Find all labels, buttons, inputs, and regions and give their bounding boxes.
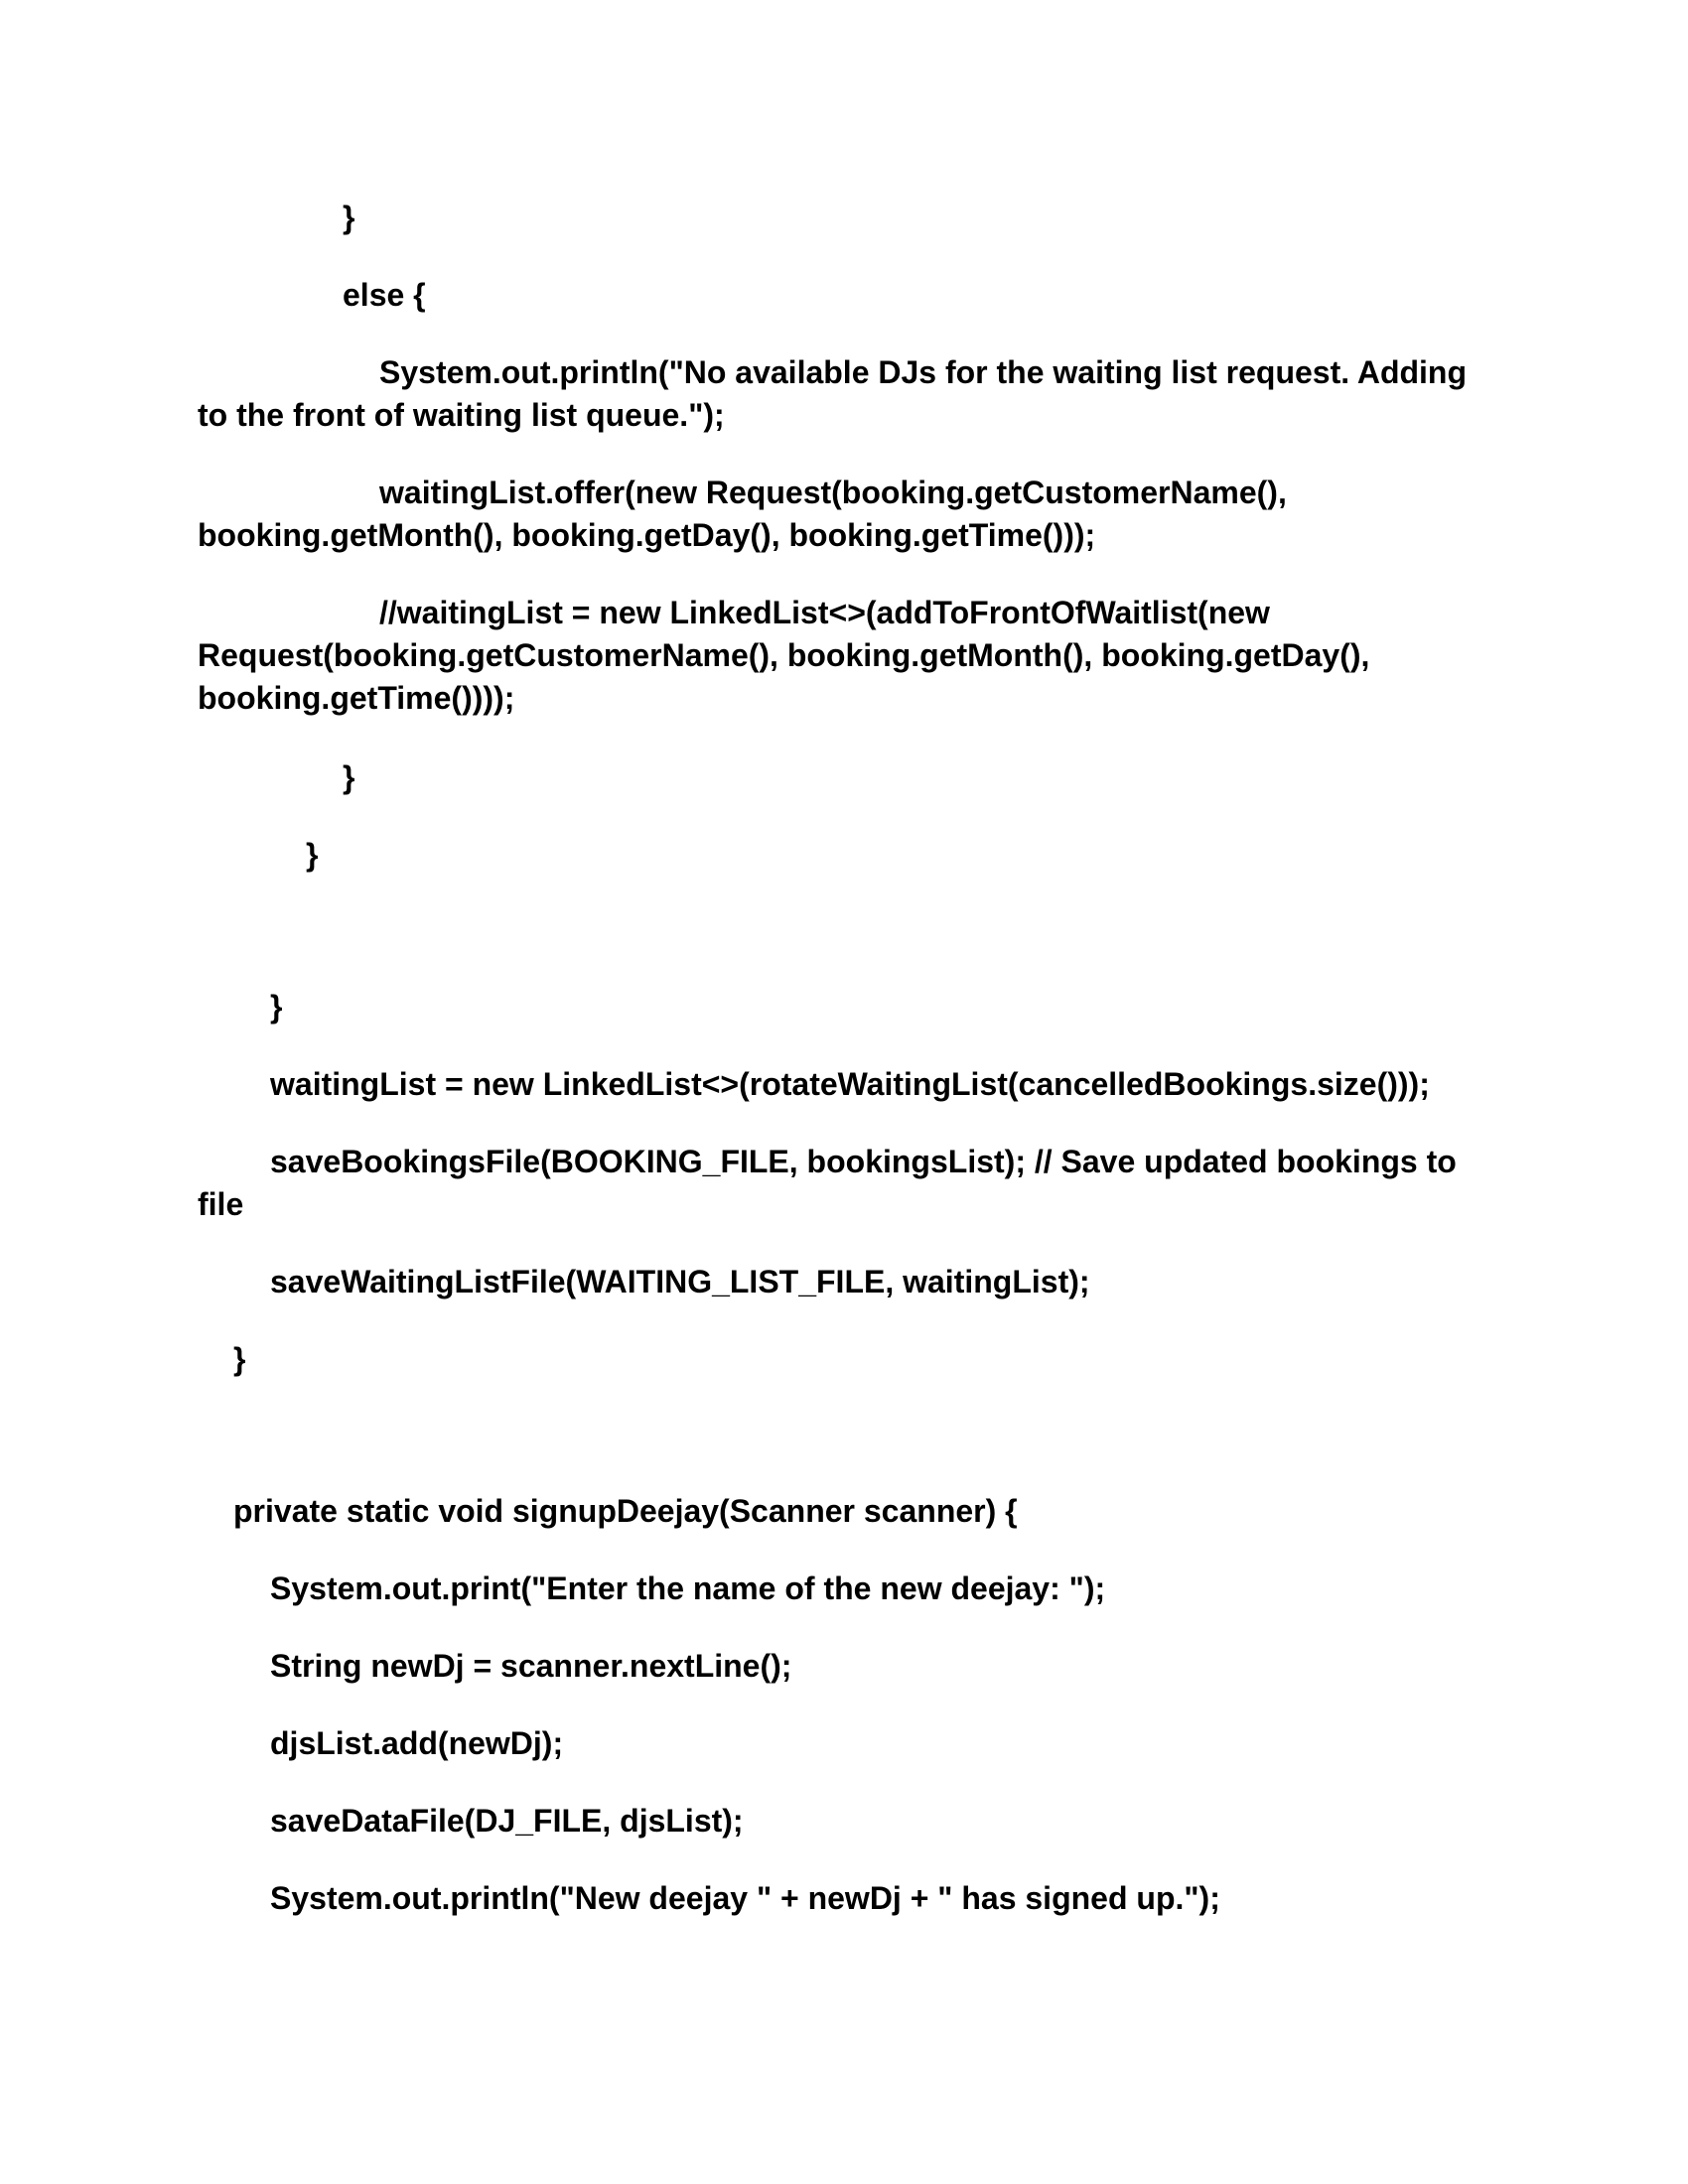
code-line: System.out.println("New deejay " + newDj + " has signed up."); bbox=[270, 1880, 1220, 1916]
code-line: else { bbox=[343, 277, 426, 313]
code-line: String newDj = scanner.nextLine(); bbox=[270, 1648, 792, 1684]
code-line: } bbox=[233, 1341, 246, 1377]
code-line: } bbox=[343, 759, 355, 795]
code-line: } bbox=[306, 837, 319, 873]
code-line: } bbox=[343, 200, 355, 235]
code-line: waitingList = new LinkedList<>(rotateWaitingList(cancelledBookings.size())); bbox=[270, 1066, 1430, 1102]
code-line: private static void signupDeejay(Scanner scanner) { bbox=[233, 1493, 1018, 1529]
code-line: saveBookingsFile(BOOKING_FILE, bookingsList); // Save updated bookings to file bbox=[198, 1144, 1466, 1222]
code-line: } bbox=[270, 989, 283, 1024]
code-line: //waitingList = new LinkedList<>(addToFrontOfWaitlist(new Request(booking.getCustomerName(), booking.getMonth(), booking.getDay(), booking.getTime()))); bbox=[198, 595, 1379, 716]
code-line: saveDataFile(DJ_FILE, djsList); bbox=[270, 1803, 744, 1839]
code-line: waitingList.offer(new Request(booking.getCustomerName(), booking.getMonth(), booking.getDay(), booking.getTime())); bbox=[198, 475, 1296, 553]
code-line: System.out.println("No available DJs for the waiting list request. Adding to the front of waiting list queue."); bbox=[198, 354, 1476, 433]
code-line: System.out.print("Enter the name of the new deejay: "); bbox=[270, 1570, 1106, 1606]
code-line: saveWaitingListFile(WAITING_LIST_FILE, waitingList); bbox=[270, 1264, 1090, 1299]
code-line: djsList.add(newDj); bbox=[270, 1725, 564, 1761]
